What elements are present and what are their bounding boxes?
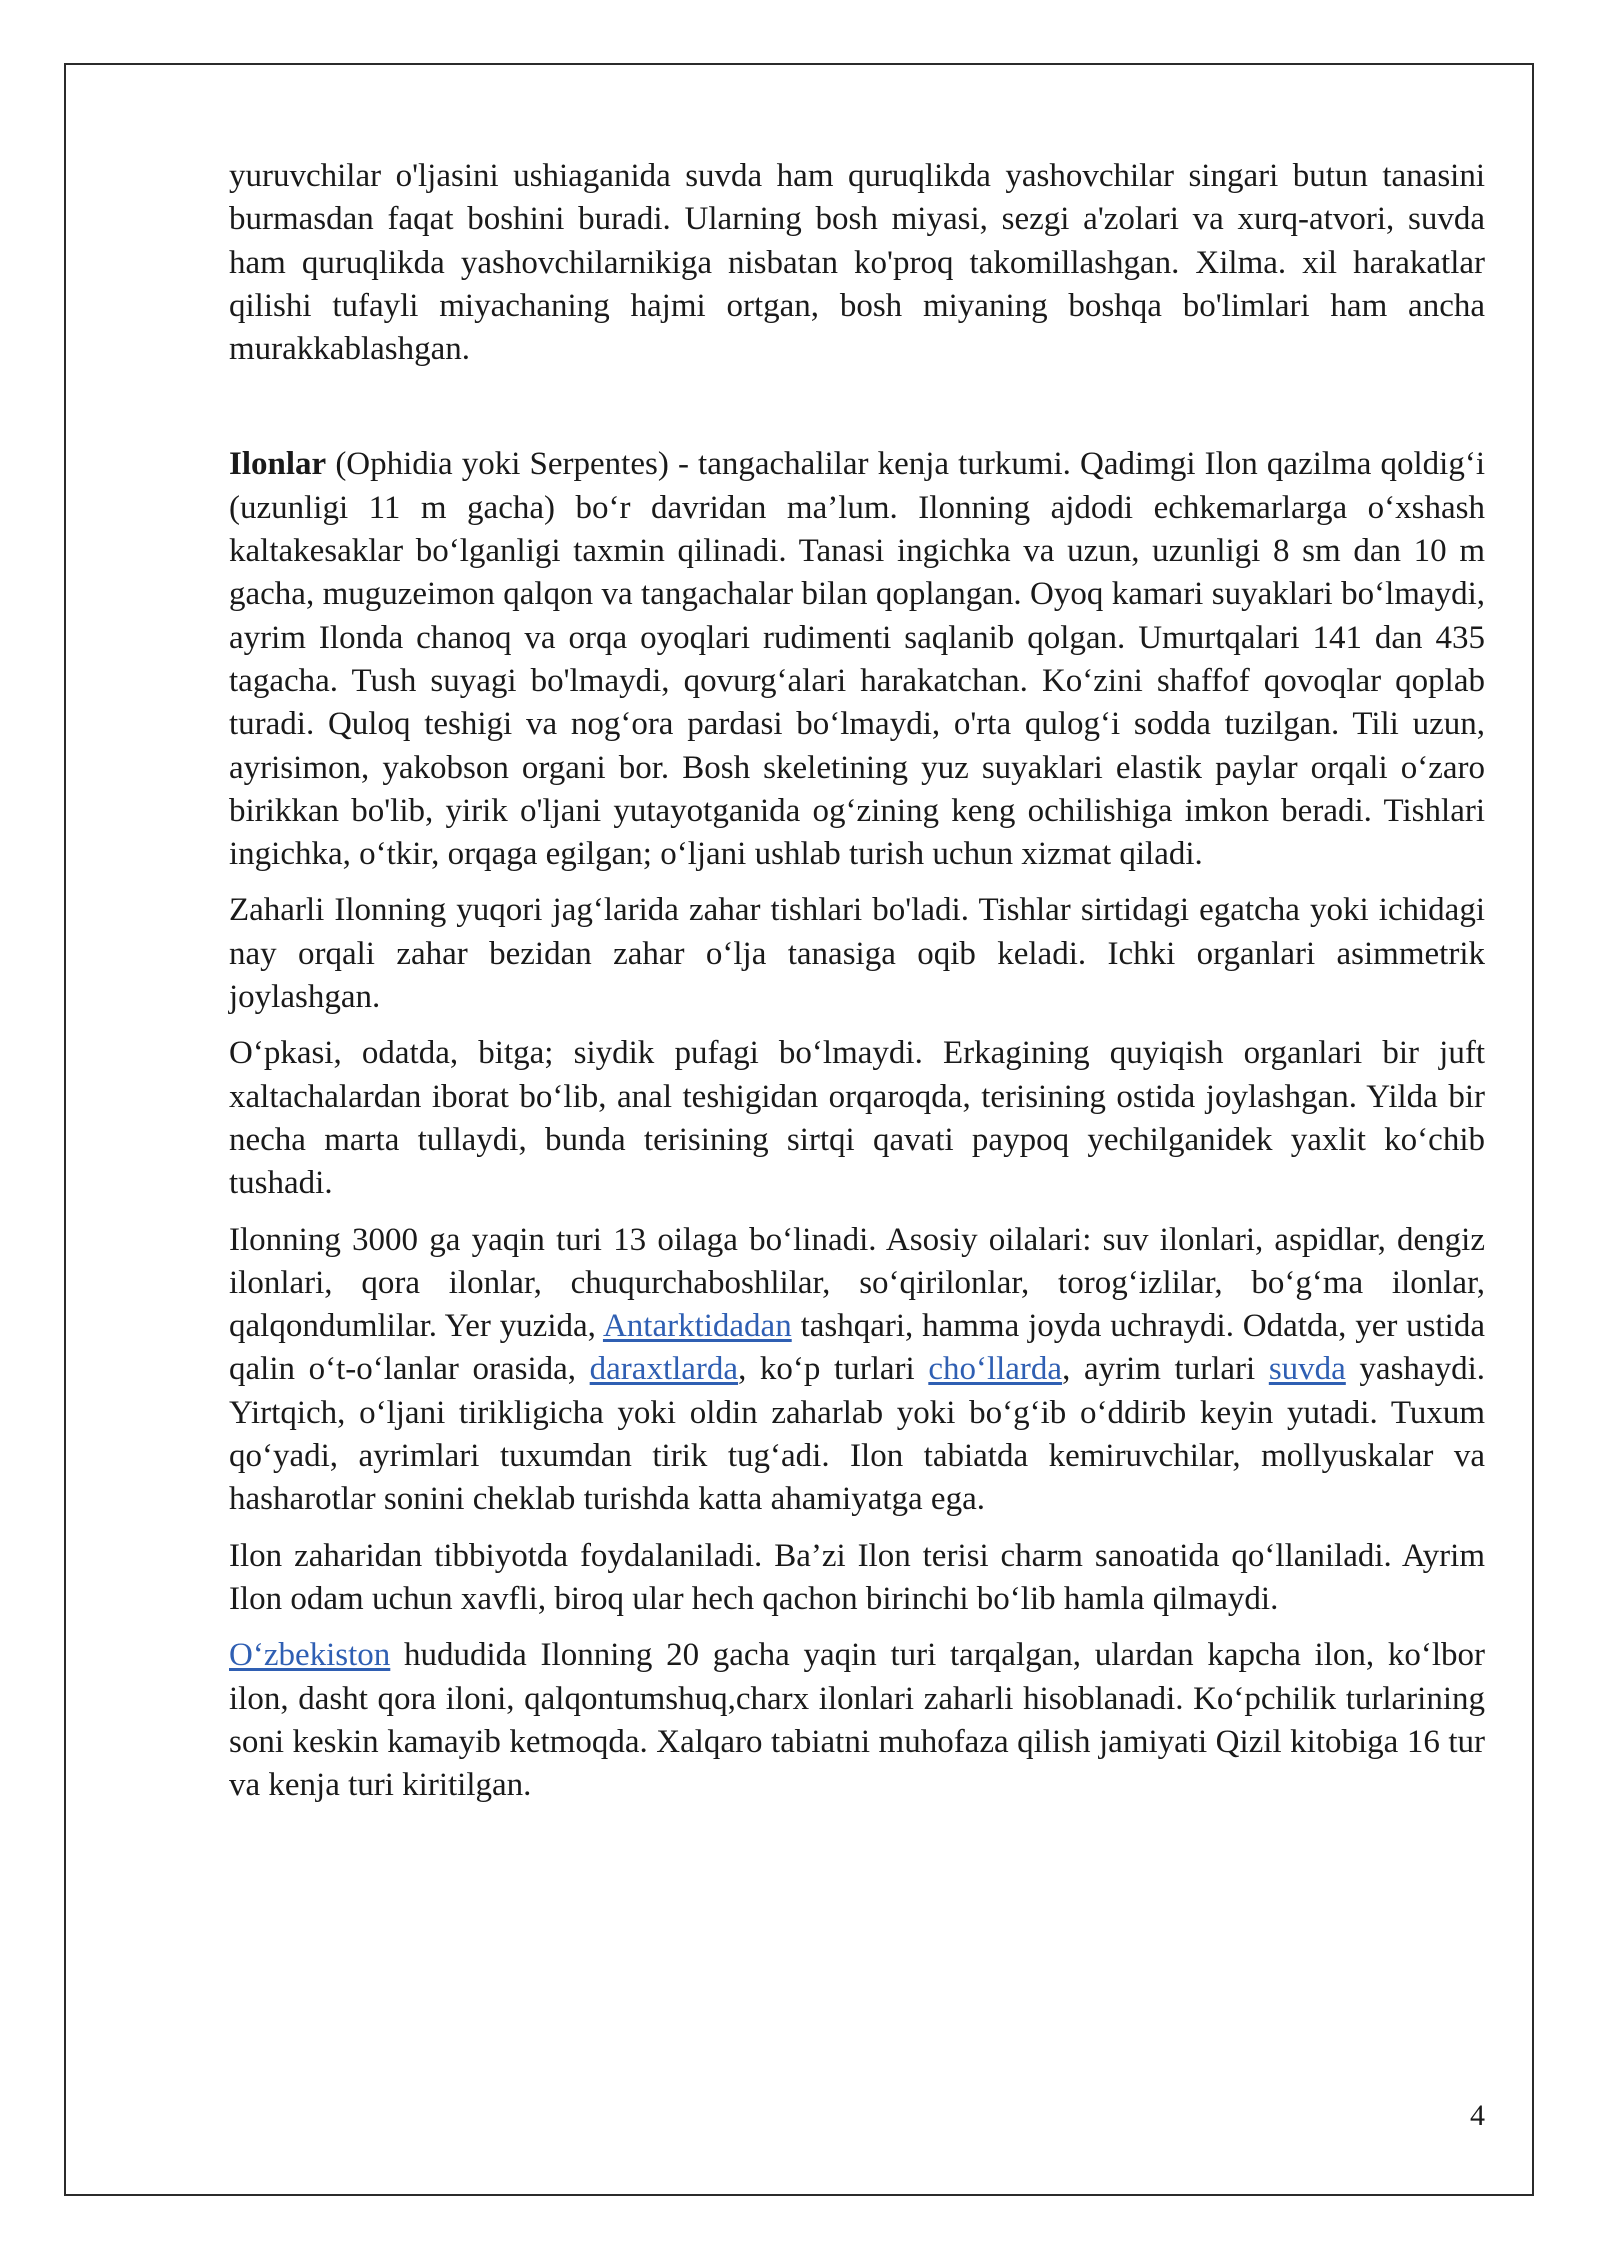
paragraph-text: , ayrim turlari <box>1062 1351 1269 1388</box>
term-ilonlar: Ilonlar <box>229 446 327 483</box>
paragraph-1 <box>229 155 1485 371</box>
paragraph-7 <box>229 1634 1485 1807</box>
link-daraxtlarda[interactable]: daraxtlarda <box>589 1351 739 1388</box>
paragraph-text: (Ophidia yoki Serpentes) - tangachalilar kenja turkumi. Qadimgi Ilon qazilma qoldig‘i (uzunligi 11 m gacha) bo‘r davridan ma’lum. Ilonning ajdodi echkemarlarga o‘xshash kaltakesaklar bo‘lganligi taxmin qilinadi. Tanasi ingichka va uzun, uzunligi 8 sm dan 10 m gacha, muguzeimon qalqon va tangachalar bilan qoplangan. Oyoq kamari suyaklari bo‘lmaydi, ayrim Ilonda chanoq va orqa oyoqlari rudimenti saqlanib qolgan. Umurtqalari 141 dan 435 tagacha. Tush suyagi bo'lmaydi, qovurg‘alari harakatchan. Ko‘zini shaffof qovoqlar qoplab turadi. Quloq teshigi va nog‘ora pardasi bo‘lmaydi, o'rta qulog‘i sodda tuzilgan. Tili uzun, ayrisimon, yakobson organi bor. Bosh skeletining yuz suyaklari elastik paylar orqali o‘zaro birikkan bo'lib, yirik o'ljani yutayotganida og‘zining keng ochilishiga imkon beradi. Tishlari ingichka, o‘tkir, orqaga egilgan; o‘ljani ushlab turish uchun xizmat qiladi. <box>229 446 1485 873</box>
paragraph-text: Ilon zaharidan tibbiyotda foydalaniladi. Ba’zi Ilon terisi charm sanoatida qo‘llaniladi. Ayrim Ilon odam uchun xavfli, biroq ular hech qachon birinchi bo‘lib hamla qilmaydi. <box>229 1537 1485 1617</box>
paragraph-4 <box>229 1032 1485 1205</box>
paragraph-text: Ilonning 3000 ga yaqin turi 13 oilaga bo‘linadi. Asosiy oilalari: suv ilonlari, aspidlar, dengiz ilonlari, qora ilonlar, chuqurchaboshlilar, so‘qirilonlar, torog‘izlilar, bo‘g‘ma ilonlar, qalqondumlilar. Yer yuzida, <box>229 1221 1485 1345</box>
paragraph-text: yuruvchilar o'ljasini ushiaganida suvda ham quruqlikda yashovchilar singari butun tanasini burmasdan faqat boshini buradi. Ularning bosh miyasi, sezgi a'zolari va xurq-atvori, suvda ham quruqlikda yashovchilarnikiga nisbatan ko'proq takomillashgan. Xilma. xil harakatlar qilishi tufayli miyachaning hajmi ortgan, bosh miyaning boshqa bo'limlari ham ancha murakkablashgan. <box>229 158 1485 368</box>
paragraph-3 <box>229 889 1485 1019</box>
paragraph-text: O‘pkasi, odatda, bitga; siydik pufagi bo‘lmaydi. Erkagining quyiqish organlari bir juft xaltachalardan iborat bo‘lib, anal teshigidan orqaroqda, terisining ostida joylashgan. Yilda bir necha marta tullaydi, bunda terisining sirtqi qavati paypoq yechilganidek yaxlit ko‘chib tushadi. <box>229 1035 1485 1202</box>
paragraph-text: Zaharli Ilonning yuqori jag‘larida zahar tishlari bo'ladi. Tishlar sirtidagi egatcha yoki ichidagi nay orqali zahar bezidan zahar o‘lja tanasiga oqib keladi. Ichki organlari asimmetrik joylashgan. <box>229 892 1485 1016</box>
paragraph-6 <box>229 1535 1485 1622</box>
link-chollarda[interactable]: cho‘llarda <box>928 1351 1063 1388</box>
link-suvda[interactable]: suvda <box>1268 1351 1346 1388</box>
link-ozbekiston[interactable]: O‘zbekiston <box>229 1637 391 1674</box>
paragraph-text: yashaydi. Yirtqich, o‘ljani tirikligicha yoki oldin zaharlab yoki bo‘g‘ib o‘ddirib keyin yutadi. Tuxum qo‘yadi, ayrimlari tuxumdan tirik tug‘adi. Ilon tabiatda kemiruvchilar, mollyuskalar va hasharotlar sonini cheklab turishda katta ahamiyatga ega. <box>229 1351 1485 1518</box>
document-body <box>229 155 1485 1807</box>
paragraph-2 <box>229 443 1485 876</box>
page-number: 4 <box>1470 2099 1485 2132</box>
link-antarktidadan[interactable]: Antarktidadan <box>602 1308 792 1345</box>
paragraph-text: hududida Ilonning 20 gacha yaqin turi tarqalgan, ulardan kapcha ilon, ko‘lbor ilon, dasht qora iloni, qalqontumshuq,charx ilonlari zaharli hisoblanadi. Ko‘pchilik turlarining soni keskin kamayib ketmoqda. Xalqaro tabiatni muhofaza qilish jamiyati Qizil kitobiga 16 tur va kenja turi kiritilgan. <box>229 1637 1485 1804</box>
paragraph-text: tashqari, hamma joyda uchraydi. Odatda, yer ustida qalin o‘t-o‘lanlar orasida, <box>229 1308 1486 1388</box>
paragraph-5 <box>229 1219 1485 1522</box>
paragraph-text: , ko‘p turlari <box>738 1351 929 1388</box>
